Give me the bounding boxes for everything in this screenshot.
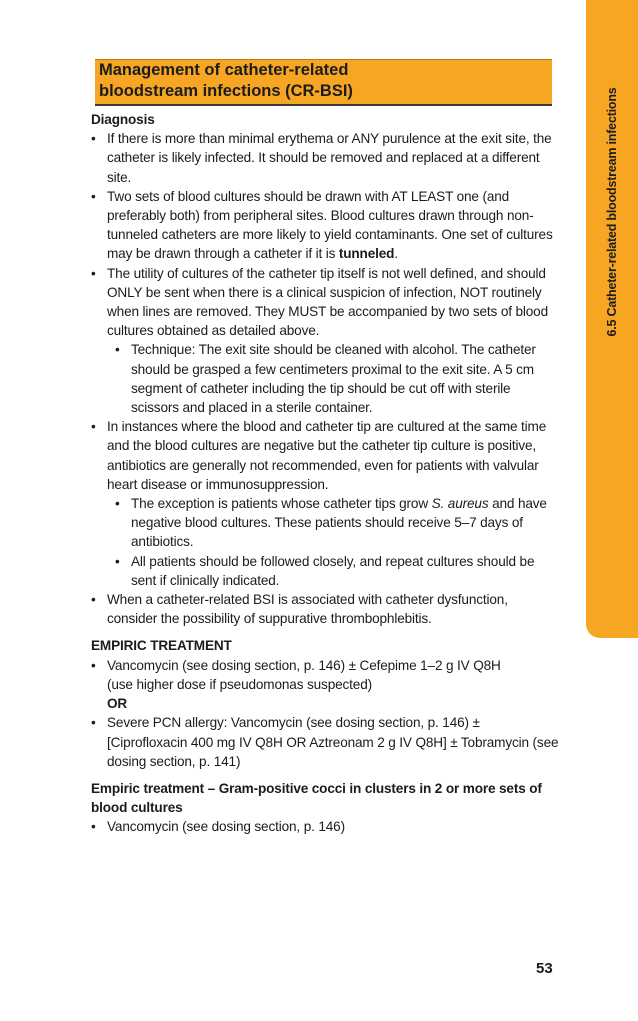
gram-positive-bullet-1: • Vancomycin (see dosing section, p. 146) — [91, 817, 561, 836]
section-title-line-2: bloodstream infections (CR-BSI) — [99, 82, 353, 100]
empiric-bullet-1-line-1: • Vancomycin (see dosing section, p. 146) ± Cefepime 1–2 g IV Q8H — [107, 657, 501, 673]
diagnosis-bullet-3-technique: • Technique: The exit site should be cleaned with alcohol. The catheter should be grasped a few centimeters proximal to the exit site. A 5 cm segment of catheter including the tip should be cut off with sterile scissors and placed in a sterile container. — [91, 340, 561, 417]
diagnosis-bullet-4-exception — [91, 494, 561, 552]
diagnosis-bullet-2-text: Two sets of blood cultures should be drawn with AT LEAST one (and preferably both) from peripheral sites. Blood cultures drawn through non-tunneled catheters are more likely to yield contaminants. One set of cultures may be drawn through a catheter if it is — [107, 188, 553, 262]
diagnosis-bullet-2-end: . — [394, 246, 398, 262]
chapter-side-tab-label: 6.5 Catheter-related bloodstream infections — [605, 87, 619, 337]
or-label: OR — [107, 696, 128, 712]
section-title-line-1: Management of catheter-related — [99, 61, 349, 79]
document-body — [91, 110, 561, 837]
empiric-bullet-2: • Severe PCN allergy: Vancomycin (see dosing section, p. 146) ± [Ciprofloxacin 400 mg IV Q8H OR Aztreonam 2 g IV Q8H] ± Tobramycin (see dosing section, p. 141) — [91, 713, 561, 771]
diagnosis-heading: Diagnosis — [91, 112, 155, 127]
section-title — [99, 60, 549, 102]
diagnosis-bullet-4-followup: • All patients should be followed closely, and repeat cultures should be sent if clinically indicated. — [91, 552, 561, 590]
empiric-treatment-heading: EMPIRIC TREATMENT — [91, 638, 232, 654]
empiric-bullet-1 — [91, 656, 561, 694]
diagnosis-bullet-2 — [91, 187, 561, 264]
organism-name: S. aureus — [431, 496, 489, 512]
diagnosis-bullet-1: • If there is more than minimal erythema or ANY purulence at the exit site, the catheter is likely infected. It should be removed and replaced at a different site. — [91, 129, 561, 187]
tunneled-emphasis: tunneled — [338, 246, 395, 262]
diagnosis-bullet-4: • In instances where the blood and catheter tip are cultured at the same time and the blood cultures are negative but the catheter tip culture is positive, antibiotics are generally not recommended, even for patients with valvular heart disease or immunosuppression. — [91, 417, 561, 494]
exception-text: The exception is patients whose catheter tips grow — [131, 496, 432, 512]
exception-text-end: and have negative blood cultures. These patients should receive 5–7 days of antibiotics. — [131, 496, 547, 550]
empiric-bullet-1-line-2: (use higher dose if pseudomonas suspected) — [107, 676, 372, 692]
gram-positive-heading: Empiric treatment – Gram-positive cocci in clusters in 2 or more sets of blood cultures — [91, 780, 542, 816]
diagnosis-bullet-3: • The utility of cultures of the catheter tip itself is not well defined, and should ONLY be sent when there is a clinical suspicion of infection, NOT routinely when lines are removed. They MUST be accompanied by two sets of blood cultures obtained as detailed above. — [91, 264, 561, 341]
diagnosis-bullet-5: • When a catheter-related BSI is associated with catheter dysfunction, consider the possibility of suppurative thrombophlebitis. — [91, 590, 561, 628]
page-number: 53 — [536, 960, 553, 977]
